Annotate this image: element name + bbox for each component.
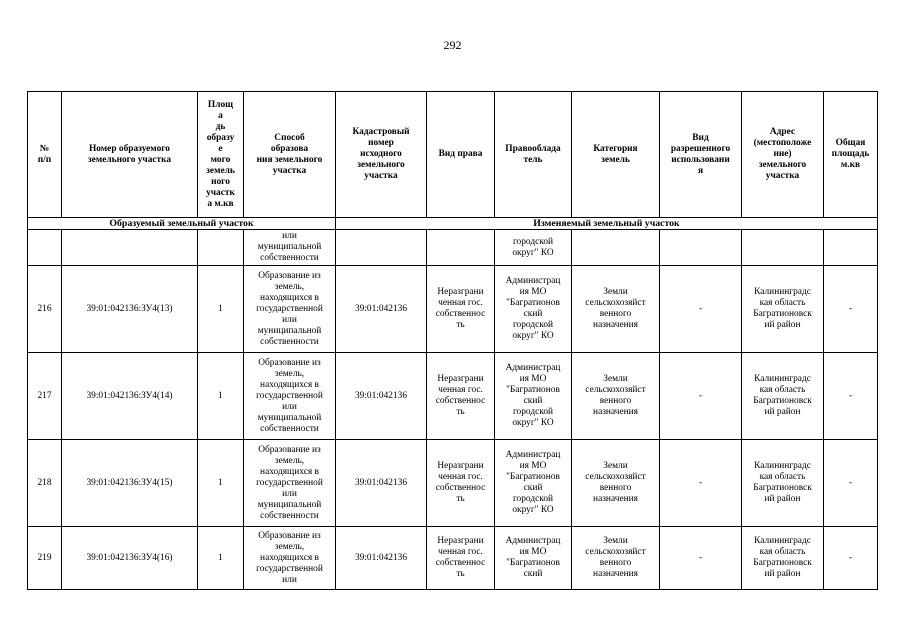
owner-cell: Администрац ия МО "Багратионов ский городской округ" КО bbox=[495, 440, 572, 527]
header-cell-total-area: Общая площадь м.кв bbox=[824, 92, 878, 218]
cadastral-number-cell: 39:01:042136 bbox=[336, 266, 427, 353]
land-category-cell: Земли сельскохозяйст венного назначения bbox=[572, 440, 660, 527]
parcel-number-cell: 39:01:042136:ЗУ4(14) bbox=[62, 353, 198, 440]
cadastral-number-cell: 39:01:042136 bbox=[336, 353, 427, 440]
table-cell bbox=[336, 230, 427, 266]
table-header-row bbox=[28, 92, 878, 218]
area-cell: 1 bbox=[198, 266, 244, 353]
total-area-cell: - bbox=[824, 440, 878, 527]
table-row bbox=[28, 353, 878, 440]
header-cell-parcel-number: Номер образуемого земельного участка bbox=[62, 92, 198, 218]
section-label-row bbox=[28, 218, 878, 230]
section-label-formed: Образуемый земельный участок bbox=[28, 218, 336, 230]
formation-method-cell: Образование из земель, находящихся в государственной или муниципальной собственности bbox=[244, 440, 336, 527]
right-type-cell: Неразграни ченная гос. собственнос ть bbox=[427, 440, 495, 527]
header-cell-right-type: Вид права bbox=[427, 92, 495, 218]
permitted-use-cell: - bbox=[660, 440, 742, 527]
table-cell bbox=[742, 230, 824, 266]
parcel-number-cell: 39:01:042136:ЗУ4(16) bbox=[62, 527, 198, 590]
header-cell-formation-method: Способ образова ния земельного участка bbox=[244, 92, 336, 218]
table-cell bbox=[427, 230, 495, 266]
row-number-cell: 218 bbox=[28, 440, 62, 527]
parcel-number-cell: 39:01:042136:ЗУ4(15) bbox=[62, 440, 198, 527]
section-label-changed: Изменяемый земельный участок bbox=[336, 218, 878, 230]
permitted-use-cell: - bbox=[660, 527, 742, 590]
continuation-method-cell: или муниципальной собственности bbox=[244, 230, 336, 266]
row-number-cell: 217 bbox=[28, 353, 62, 440]
right-type-cell: Неразграни ченная гос. собственнос ть bbox=[427, 527, 495, 590]
permitted-use-cell: - bbox=[660, 266, 742, 353]
header-cell-area: Площ а дь образу е мого земель ного участк а м.кв bbox=[198, 92, 244, 218]
area-cell: 1 bbox=[198, 353, 244, 440]
address-cell: Калининградс кая область Багратионовск ий район bbox=[742, 353, 824, 440]
parcel-number-cell: 39:01:042136:ЗУ4(13) bbox=[62, 266, 198, 353]
table-cell bbox=[660, 230, 742, 266]
total-area-cell: - bbox=[824, 527, 878, 590]
total-area-cell: - bbox=[824, 353, 878, 440]
table-cell bbox=[28, 230, 62, 266]
area-cell: 1 bbox=[198, 527, 244, 590]
formation-method-cell: Образование из земель, находящихся в государственной или муниципальной собственности bbox=[244, 266, 336, 353]
continuation-row bbox=[28, 230, 878, 266]
header-cell-owner: Правообладa тель bbox=[495, 92, 572, 218]
right-type-cell: Неразграни ченная гос. собственнос ть bbox=[427, 266, 495, 353]
header-cell-number: № п/п bbox=[28, 92, 62, 218]
table-cell bbox=[572, 230, 660, 266]
header-cell-cadastral-number: Кадастровый номер исходного земельного участка bbox=[336, 92, 427, 218]
cadastral-number-cell: 39:01:042136 bbox=[336, 440, 427, 527]
continuation-owner-cell: городской округ" КО bbox=[495, 230, 572, 266]
owner-cell: Администрац ия МО "Багратионов ский городской округ" КО bbox=[495, 266, 572, 353]
table-row bbox=[28, 440, 878, 527]
row-number-cell: 216 bbox=[28, 266, 62, 353]
header-cell-land-category: Категория земель bbox=[572, 92, 660, 218]
area-cell: 1 bbox=[198, 440, 244, 527]
right-type-cell: Неразграни ченная гос. собственнос ть bbox=[427, 353, 495, 440]
land-category-cell: Земли сельскохозяйст венного назначения bbox=[572, 527, 660, 590]
permitted-use-cell: - bbox=[660, 353, 742, 440]
cadastral-number-cell: 39:01:042136 bbox=[336, 527, 427, 590]
land-category-cell: Земли сельскохозяйст венного назначения bbox=[572, 353, 660, 440]
table-cell bbox=[824, 230, 878, 266]
address-cell: Калининградс кая область Багратионовск ий район bbox=[742, 527, 824, 590]
owner-cell: Администрац ия МО "Багратионов ский bbox=[495, 527, 572, 590]
address-cell: Калининградс кая область Багратионовск ий район bbox=[742, 440, 824, 527]
land-category-cell: Земли сельскохозяйст венного назначения bbox=[572, 266, 660, 353]
table-row bbox=[28, 266, 878, 353]
header-cell-permitted-use: Вид разрешенного использовани я bbox=[660, 92, 742, 218]
row-number-cell: 219 bbox=[28, 527, 62, 590]
page-number: 292 bbox=[443, 38, 462, 52]
address-cell: Калининградс кая область Багратионовск ий район bbox=[742, 266, 824, 353]
formation-method-cell: Образование из земель, находящихся в государственной или муниципальной собственности bbox=[244, 353, 336, 440]
owner-cell: Администрац ия МО "Багратионов ский городской округ" КО bbox=[495, 353, 572, 440]
table-row bbox=[28, 527, 878, 590]
table-cell bbox=[62, 230, 198, 266]
table-cell bbox=[198, 230, 244, 266]
formation-method-cell: Образование из земель, находящихся в государственной или bbox=[244, 527, 336, 590]
total-area-cell: - bbox=[824, 266, 878, 353]
header-cell-address: Адрес (местоположе ние) земельного участка bbox=[742, 92, 824, 218]
land-parcels-table bbox=[27, 91, 878, 590]
